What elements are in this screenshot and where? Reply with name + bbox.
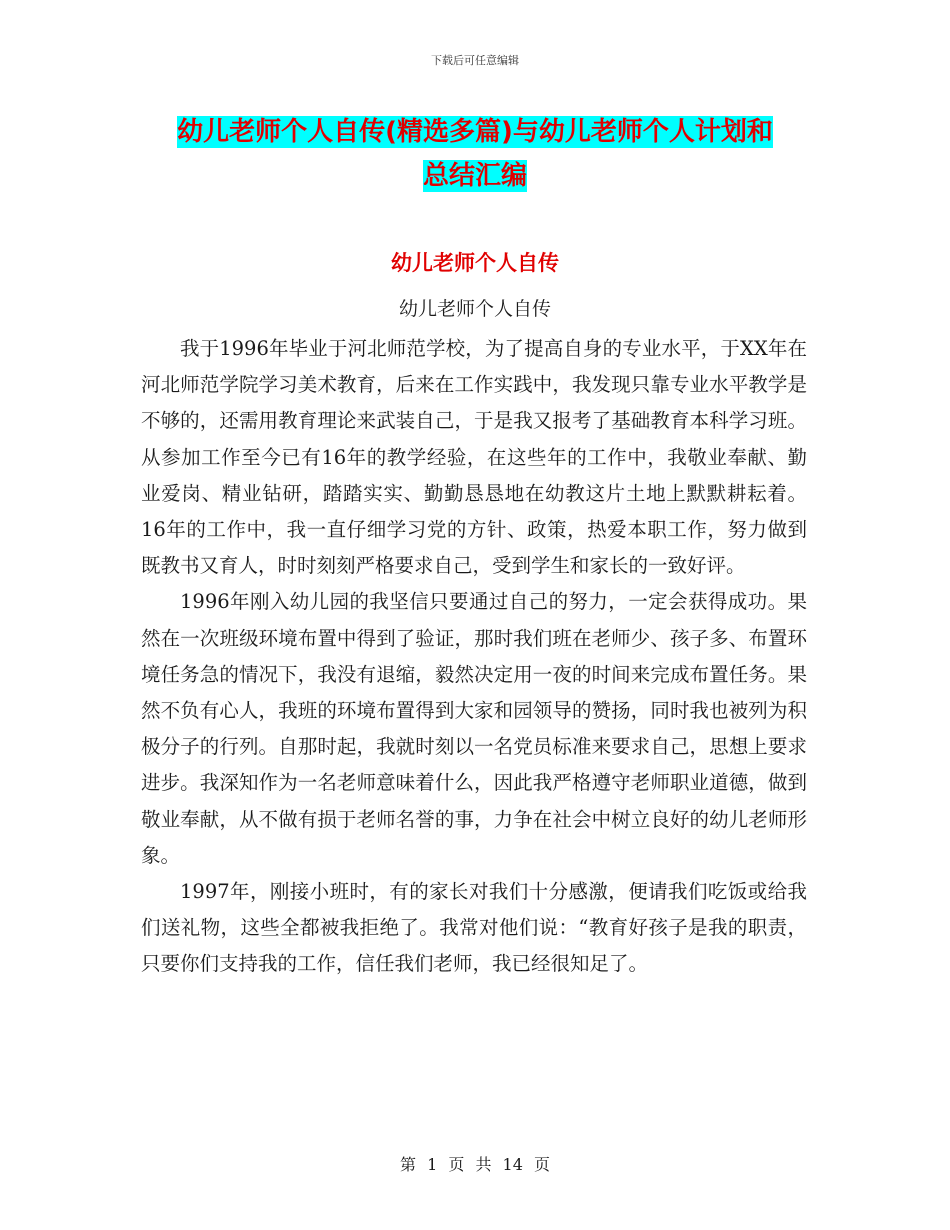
body-paragraph: 1996年刚入幼儿园的我坚信只要通过自己的努力，一定会获得成功。果然在一次班级环境布置中得到了验证，那时我们班在老师少、孩子多、布置环境任务急的情况下，我没有退缩，毅然决定用一夜的时间来完成布置任务。果然不负有心人，我班的环境布置得到大家和园领导的赞扬，同时我也被列为积极分子的行列。自那时起，我就时刻以一名党员标准来要求自己，思想上要求进步。我深知作为一名老师意味着什么，因此我严格遵守老师职业道德，做到敬业奉献，从不做有损于老师名誉的事，力争在社会中树立良好的幼儿老师形象。 <box>141 590 807 867</box>
document-title-line-2: 总结汇编 <box>422 161 527 191</box>
section-subtitle: 幼儿老师个人自传 <box>398 298 551 320</box>
body-paragraph: 1997年，刚接小班时，有的家长对我们十分感激，便请我们吃饭或给我们送礼物，这些全都被我拒绝了。我常对他们说：“教育好孩子是我的职责，只要你们支持我的工作，信任我们老师，我已经很知足了。 <box>141 880 807 976</box>
document-body <box>141 331 807 983</box>
body-paragraph: 我于1996年毕业于河北师范学校，为了提高自身的专业水平，于XX年在河北师范学院学习美术教育，后来在工作实践中，我发现只靠专业水平教学是不够的，还需用教育理论来武装自己，于是我又报考了基础教育本科学习班。从参加工作至今已有16年的教学经验，在这些年的工作中，我敬业奉献、勤业爱岗、精业钻研，踏踏实实、勤勤恳恳地在幼教这片土地上默默耕耘着。16年的工作中，我一直仔细学习党的方针、政策，热爱本职工作，努力做到既教书又育人，时时刻刻严格要求自己，受到学生和家长的一致好评。 <box>141 337 807 578</box>
document-title <box>140 110 810 198</box>
document-title-line-1: 幼儿老师个人自传(精选多篇)与幼儿老师个人计划和 <box>177 117 773 147</box>
page-number-footer: 第 1 页 共 14 页 <box>400 1155 550 1174</box>
page-header-note: 下载后可任意编辑 <box>431 54 519 67</box>
section-title: 幼儿老师个人自传 <box>391 251 559 275</box>
